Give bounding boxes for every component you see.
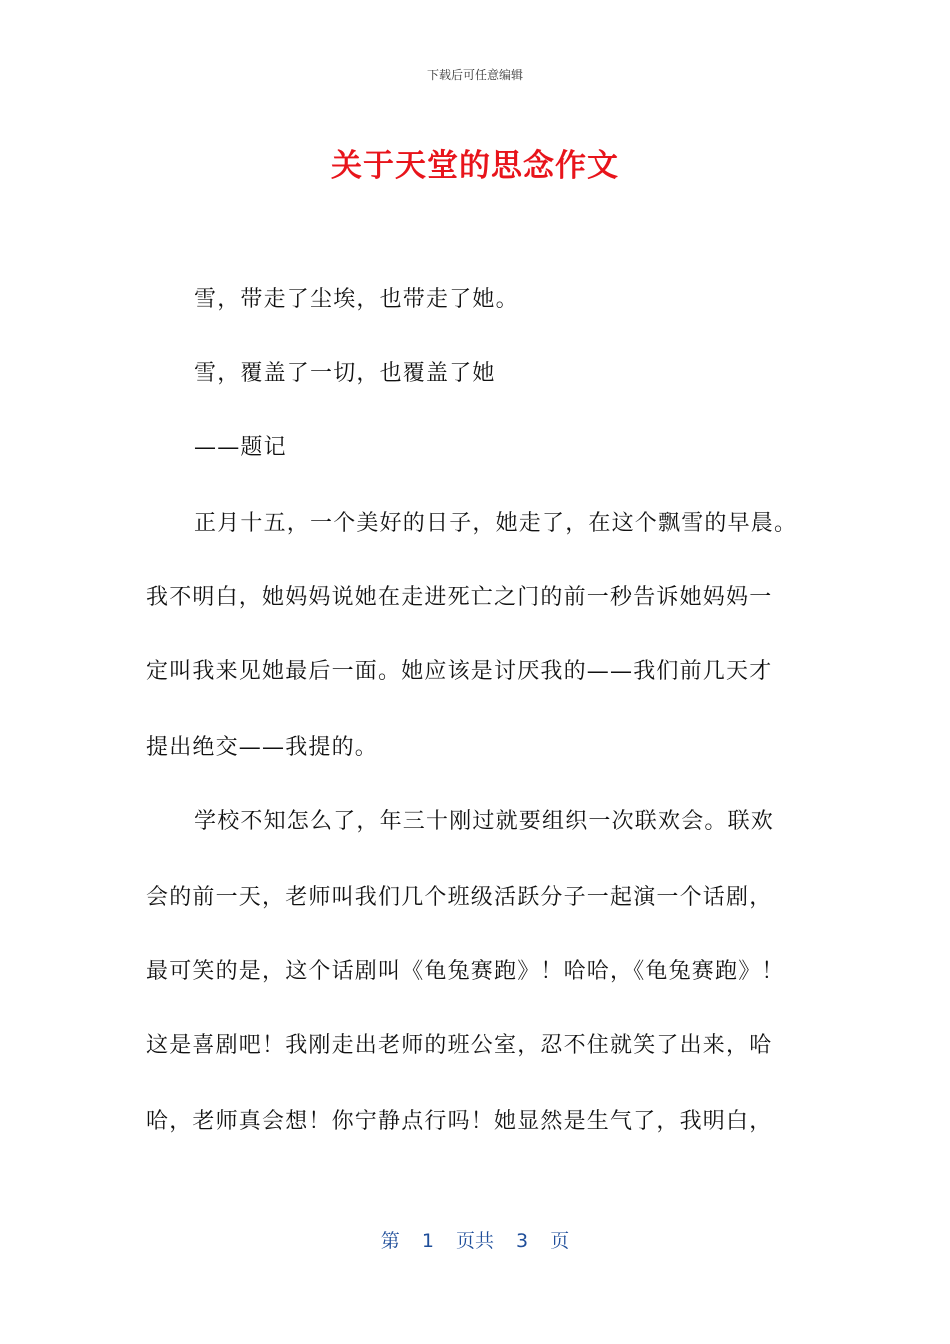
footer-total-pages: 3: [516, 1230, 529, 1252]
footer-prefix: 第: [380, 1230, 400, 1252]
body-line: 我不明白，她妈妈说她在走进死亡之门的前一秒告诉她妈妈一: [146, 585, 773, 610]
document-title: 关于天堂的思念作文: [331, 148, 619, 184]
body-line: 正月十五，一个美好的日子，她走了，在这个飘雪的早晨。: [194, 511, 798, 536]
footer-middle: 页共: [455, 1230, 494, 1252]
body-line: 雪，带走了尘埃，也带走了她。: [194, 287, 519, 312]
body-line: 最可笑的是，这个话剧叫《龟兔赛跑》！哈哈，《龟兔赛跑》！: [146, 959, 785, 984]
footer-suffix: 页: [550, 1230, 570, 1252]
body-line: 提出绝交——我提的。: [146, 735, 379, 760]
body-line: 定叫我来见她最后一面。她应该是讨厌我的——我们前几天才: [146, 659, 773, 684]
body-line: 这是喜剧吧！我刚走出老师的班公室，忍不住就笑了出来，哈: [146, 1033, 773, 1058]
header-note: 下载后可任意编辑: [426, 68, 523, 82]
body-line: ——题记: [194, 435, 287, 460]
body-line: 雪，覆盖了一切，也覆盖了她: [194, 361, 496, 386]
body-line: 会的前一天，老师叫我们几个班级活跃分子一起演一个话剧，: [146, 885, 773, 910]
page-footer: [0, 1226, 950, 1253]
footer-page-number: 1: [421, 1230, 434, 1252]
body-line: 学校不知怎么了，年三十刚过就要组织一次联欢会。联欢: [194, 809, 775, 834]
body-line: 哈，老师真会想！你宁静点行吗！她显然是生气了，我明白，: [146, 1109, 773, 1134]
